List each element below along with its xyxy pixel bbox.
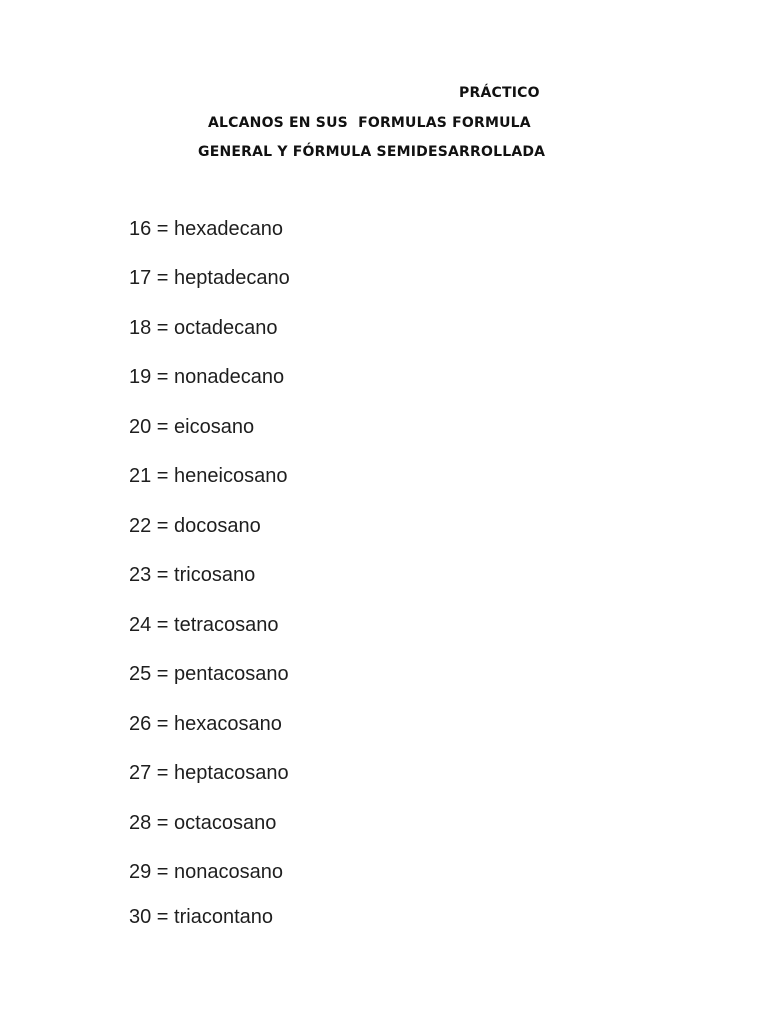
list-item: 17 = heptadecano [129,267,290,289]
document-title: PRÁCTICO [459,85,540,101]
list-item: 22 = docosano [129,515,261,537]
list-item: 29 = nonacosano [129,861,284,883]
list-item: 26 = hexacosano [129,713,282,735]
list-item: 30 = triacontano [129,906,273,928]
list-item: 18 = octadecano [129,317,278,339]
list-item: 21 = heneicosano [129,465,288,487]
list-item: 27 = heptacosano [129,762,289,784]
list-item: 20 = eicosano [129,416,255,438]
list-item: 16 = hexadecano [129,218,284,240]
list-item: 24 = tetracosano [129,614,279,636]
alkane-list [0,200,768,928]
list-item: 19 = nonadecano [129,366,285,388]
document-subtitle-line-1: ALCANOS EN SUS FORMULAS FORMULA [208,115,531,131]
list-item: 23 = tricosano [129,564,256,586]
list-item: 28 = octacosano [129,812,277,834]
list-item: 25 = pentacosano [129,663,289,685]
document-subtitle-line-2: GENERAL Y FÓRMULA SEMIDESARROLLADA [198,144,546,160]
